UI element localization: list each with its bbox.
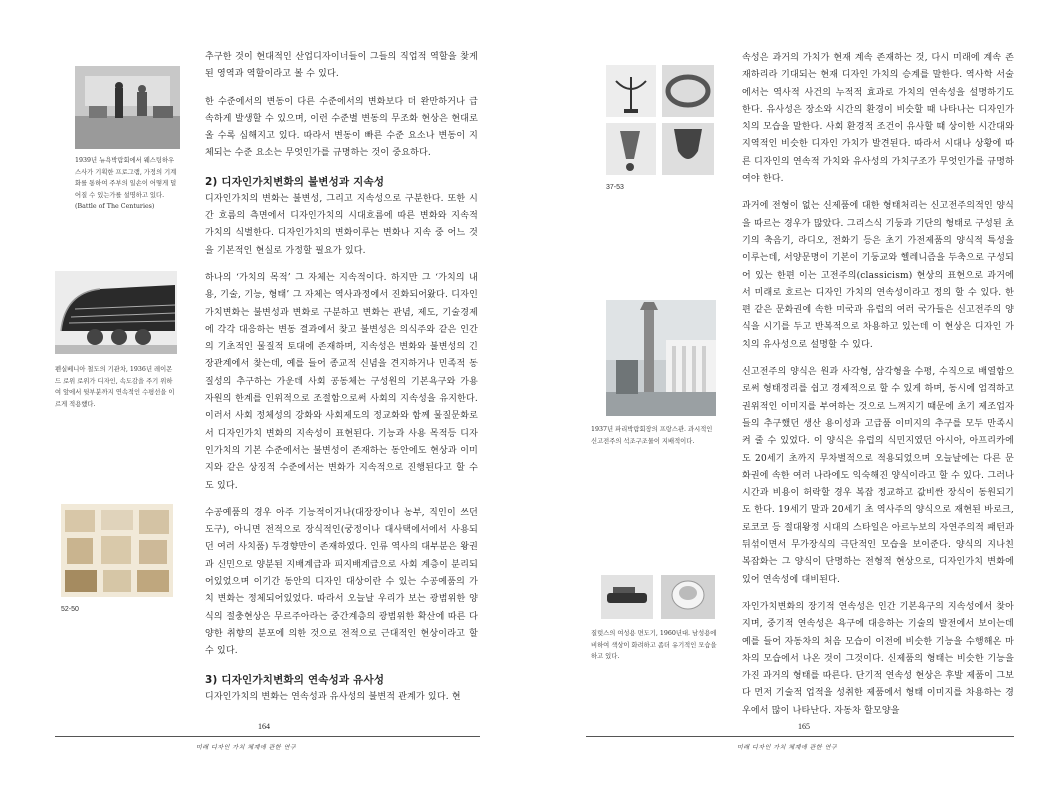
photo-pattern-book [61, 504, 173, 597]
footer-rule [55, 736, 480, 737]
caption-fig6: 질럿스의 여성용 면도기, 1960년대. 남성용에 비하여 색상이 화려하고 좀더 유기적인 모습을 하고 있다. [591, 630, 717, 661]
footer-text: 미래 디자인 가치 체계에 관한 연구 [196, 744, 297, 751]
caption-fig5: 1937년 파리박람회장의 프랑스관. 과시적인 신고전주의 석조구조물이 지배적이다. [591, 426, 713, 445]
photo-razor [599, 573, 717, 621]
caption-fig4: 37-53 [606, 184, 624, 191]
photo-jewelry-set [604, 63, 716, 177]
caption-fig3: 52-50 [61, 606, 79, 613]
page-number: 165 [798, 722, 810, 731]
paragraph: 디자인가치의 변화는 연속성과 유사성의 불변적 관계가 있다. 현 [205, 691, 461, 702]
photo-paris-pavilion [606, 300, 716, 416]
right-page [531, 0, 1062, 791]
photo-westinghouse-1939 [75, 66, 180, 149]
paragraph: 디자인가치의 변화는 불변성, 그리고 지속성으로 구분한다. 또한 시간 흐름의 측면에서 디자인가치의 시대흐름에 따른 변화와 지속적 가치의 식별한다. 디자인가치의 변화이루는 변화나 지속 중 어느 것을 기본적인 현실로 가정할 필요가 있다. [205, 193, 478, 256]
paragraph: 과거에 전형이 없는 신제품에 대한 형태처리는 신고전주의적인 양식을 따르는 경우가 많았다. 그리스식 기둥과 기단의 형태로 구성된 초기의 축음기, 라디오, 전화기 등은 초기 가전제품의 양식적 특성을 이루는데, 서양문명이 기본이 기둥교와 헬레니즘을 두축으로 구성되어 있는 한편 이는 고전주의(classicism) 현상의 표현으로 과거에서 미래로 흐르는 디자인 가치의 연속성이라고 정의 할 수 있다. 한편 같은 문화권에 속한 미국과 유럽의 여러 국가들은 신고전주의 양식을 시기를 두고 반복적으로 차용하고 있는데 이 현상은 디자인 가치의 유사성으로 설명할 수 있다. [742, 201, 1014, 350]
paragraph: 자인가치변화의 장기적 연속성은 인간 기본욕구의 지속성에서 찾아지며, 중기적 연속성은 욕구에 대응하는 기술의 발전에서 보이는데 예를 들어 자동차의 처음 모습이 이전에 비슷한 기능을 수행해온 마차의 모습에서 나온 것이 그것이다. 신제품의 형태는 비슷한 기능을 가진 과거의 형태를 따른다. 단기적 연속성 현상은 후발 제품이 그보다 먼저 기술적 업적을 성취한 제품에서 형태 이미지를 차용하는 경우에서 많이 나타난다. 자동차 할모양을 [742, 601, 1014, 716]
paragraph: 하나의 ‘가치의 목적’ 그 자체는 지속적이다. 하지만 그 ‘가치의 내용, 기술, 기능, 형태’ 그 자체는 역사과정에서 진화되어왔다. 디자인가치변화는 불변성과 변화로 구분하고 변화는 관념, 제도, 기술경제에 각각 대응하는 변동 결과에서 찾고 불변성은 의식주와 같은 인간의 기초적인 물질적 토대에 존재하며, 지속성은 변화와 불변성의 긴장관계에서 찾는데, 예를 들어 종교적 신념을 견지하거나 민족적 동질성의 추구하는 가운데 사회 공동체는 구성원의 기본욕구와 가용 자원의 한계를 인위적으로 조절함으로써 사회의 지속성을 유지한다. 이러서 사회 정체성의 강화와 사회제도의 정교화와 함께 물질문화로서 디자인가치 변화의 지속성이 표현된다. 기능과 사용 목적등 디자인가치의 기본 수준에서는 불변성이 존재하는 동안에도 현상과 이미지와 같은 상징적 수준에서는 변화가 지속적으로 진행된다고 할 수도 있다. [205, 272, 478, 491]
photo-locomotive [55, 271, 177, 354]
left-text-column [205, 49, 478, 716]
caption-fig1: 1939년 뉴욕박람회에서 웨스팅하우스사가 기획한 프로그램, 가정의 기계화를 통하여 주부의 일손이 어떻게 덜어질 수 있는가를 설명하고 있다.(Battle of The Centuries) [75, 157, 177, 211]
paragraph: 신고전주의 양식은 원과 사각형, 삼각형을 수평, 수직으로 배열함으로써 형태정리를 쉽고 경제적으로 할 수 있게 하며, 동시에 엄격하고 권위적인 이미지를 부여하는 것으로 느껴지기 때문에 초기 제조업자들의 추구했던 생산 용이성과 고급품 이미지의 추구를 모두 만족시켜 줄 수 있었다. 이 양식은 유럽의 식민지였던 아시아, 아프리카에도 20세기 초까지 무차별적으로 적용되었으며 오늘날에는 다른 문화권에 속한 여러 나라에도 익숙해진 양식이라고 할 수 있다. 그러나 시간과 비용이 허락할 경우 복잡 정교하고 값비싼 장식이 동원되기도 한다. 19세기 말과 20세기 초 역사주의 양식으로 재현된 바로크, 로코코 등 절대왕정 시대의 스타일은 아르누보의 자연주의적 패턴과 뒤섞이면서 무가장식의 극단적인 모습을 보이준다. 양식의 지나친 복잡화는 그 양식이 단명하는 전형적 현상으로, 디자인가치 변화에 있어 연속성에 대비된다. [742, 367, 1014, 585]
paragraph: 한 수준에서의 변동이 다른 수준에서의 변화보다 더 완만하거나 급속하게 발생할 수 있으며, 이런 수준별 변동의 무조화 현상은 현대로 올 수록 심해지고 있다. 따라서 변동이 빠른 수준 요소나 변동이 지체되는 수준 요소는 무엇인가를 규명하는 것이 중요하다. [205, 96, 478, 159]
footer-text: 미래 디자인 가치 체계에 관한 연구 [737, 744, 838, 751]
section-heading: 2) 디자인가치변화의 불변성과 지속성 [205, 175, 385, 188]
right-text-column [742, 50, 1014, 730]
paragraph: 수공예품의 경우 아주 기능적이거나(대장장이나 농부, 직인이 쓰던 도구), 아니면 전적으로 장식적인(궁정이나 대사택에서에서 사용되던 여러 사치품) 두경향만이 존재하였다. 인류 역사의 대부분은 왕권과 신민으로 양분된 지배계급과 피지배계급으로 사회 계층이 분리되어있었으며 이기간 동안의 디자인 대상이란 수 있는 수공예품의 가치 변화는 정체되어있었다. 따라서 오늘날 우리가 보는 광범위한 양식의 절충현상은 무르주아라는 중간계층의 광범위한 확산에 따른 다양한 취향의 분포에 의한 것으로 전적으로 근대적인 현상이라고 할 수 있다. [205, 507, 478, 657]
caption-fig2: 펜실베니아 철도의 기관차, 1936년 레이몬드 로위 로위가 디자인, 속도감을 주기 위하여 앞에서 뒷부분까지 연속적인 수평선을 이르게 적용했다. [55, 366, 175, 408]
paragraph: 속성은 과거의 가치가 현재 계속 존재하는 것, 다시 미래에 계속 존재하리라 기대되는 현재 디자인 가치의 승계를 말한다. 역사학 서술에서는 역사적 사건의 누적적 효과로 가치의 연속성을 설명하기도 한다. 유사성은 장소와 시간의 환경이 비슷할 때 나타나는 디자인가치의 모습을 말한다. 사회 환경적 조건이 유사할 때 상이한 시간대와 지역적인 비슷한 디자인 가치가 발견된다. 따라서 시대나 상황에 따른 디자인의 연속적 가치와 유사성의 가치구조가 무엇인가를 규명하여야 한다. [742, 53, 1014, 185]
paragraph: 추구한 것이 현대적인 산업디자이너들이 그들의 직업적 역할을 찾게된 영역과 역할이라고 볼 수 있다. [205, 52, 478, 80]
section-heading: 3) 디자인가치변화의 연속성과 유사성 [205, 673, 385, 686]
page-number: 164 [258, 722, 270, 731]
footer-rule [586, 736, 1014, 737]
